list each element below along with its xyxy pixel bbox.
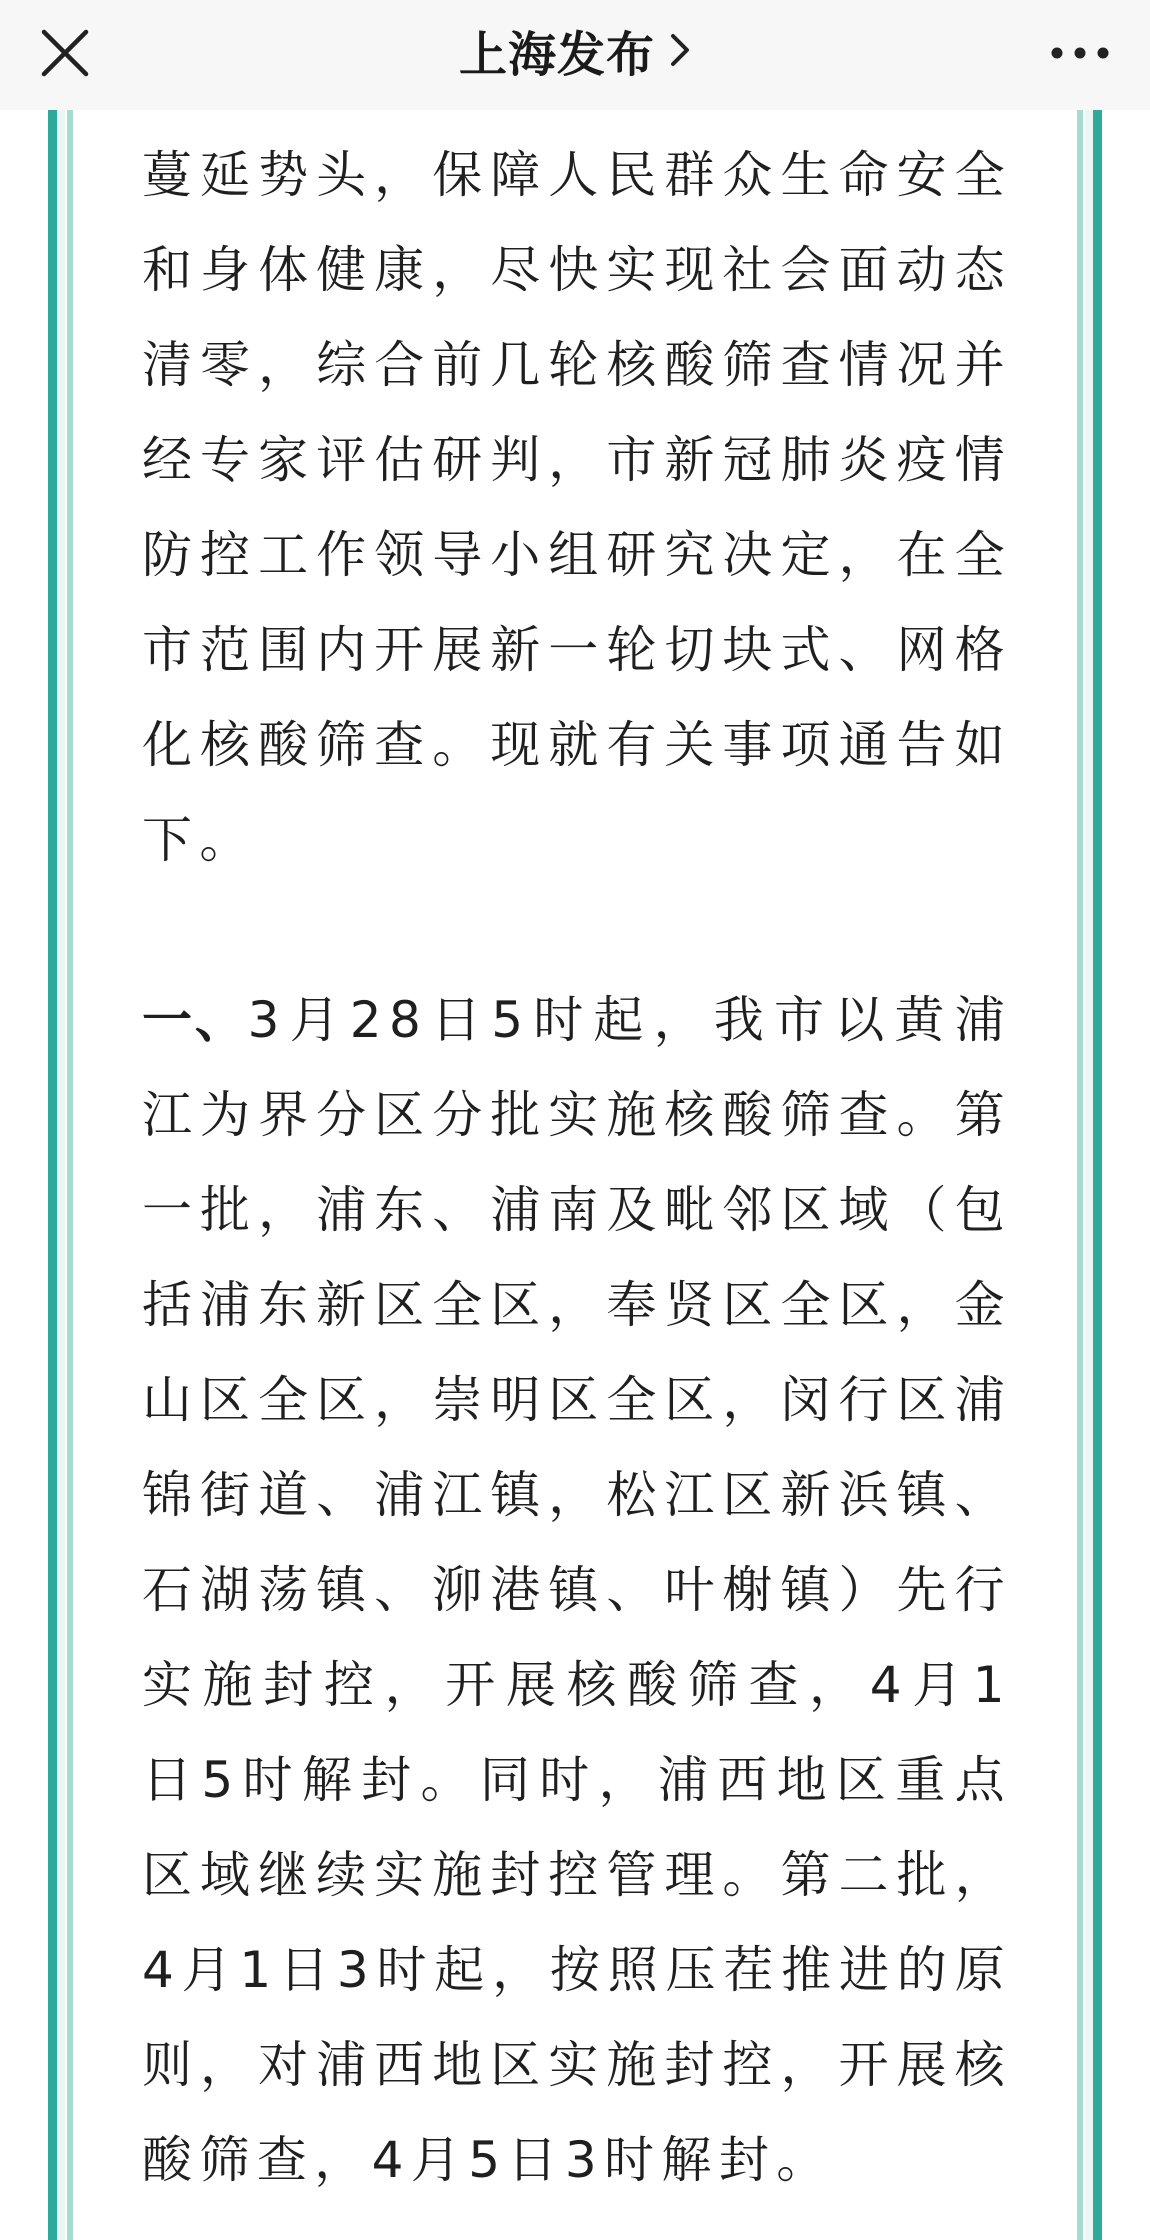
article-body [142,128,1012,2208]
close-button[interactable] [30,18,100,88]
article-section-1 [142,973,1012,2208]
page-title: 上海发布 [458,26,655,83]
nav-bar [0,0,1150,110]
left-frame-border [48,110,92,2240]
more-button[interactable] [1040,18,1120,88]
more-horizontal-icon [1050,46,1110,60]
section-text: 3月28日5时起，我市以黄浦江为界分区分批实施核酸筛查。第一批，浦东、浦南及毗邻区域（包括浦东新区全区，奉贤区全区，金山区全区，崇明区全区，闵行区浦锦街道、浦江镇，松江区新浜镇、石湖荡镇、泖港镇、叶榭镇）先行实施封控，开展核酸筛查，4月1日5时解封。同时，浦西地区重点区域继续实施封控管理。第二批，4月1日3时起，按照压茬推进的原则，对浦西地区实施封控，开展核酸筛查，4月5日3时解封。 [142,991,1012,2189]
chevron-right-icon [669,32,691,68]
close-icon [40,28,90,78]
account-title-link[interactable] [300,0,850,100]
right-frame-border [1058,110,1102,2240]
article-paragraph: 蔓延势头，保障人民群众生命安全和身体健康，尽快实现社会面动态清零，综合前几轮核酸筛查情况并经专家评估研判，市新冠肺炎疫情防控工作领导小组研究决定，在全市范围内开展新一轮切块式、网格化核酸筛查。现就有关事项通告如下。 [142,146,1012,869]
section-number: 一、 [142,991,248,1049]
